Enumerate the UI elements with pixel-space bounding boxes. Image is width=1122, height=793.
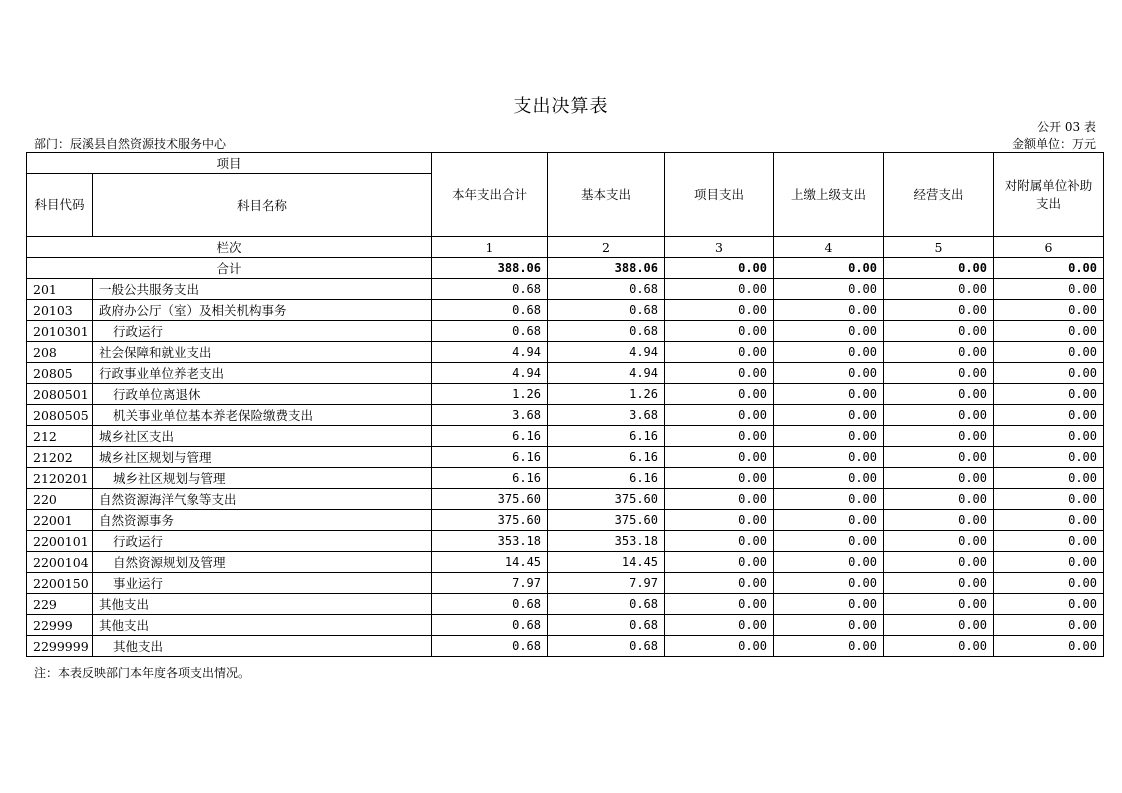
row-value: 0.00 xyxy=(665,615,774,636)
row-name: 其他支出 xyxy=(93,594,432,615)
row-code: 201 xyxy=(27,279,93,300)
table-row xyxy=(27,405,1104,426)
row-code: 212 xyxy=(27,426,93,447)
row-value: 375.60 xyxy=(432,489,548,510)
row-value: 0.00 xyxy=(884,300,994,321)
row-value: 0.00 xyxy=(665,510,774,531)
row-value: 353.18 xyxy=(432,531,548,552)
row-value: 0.00 xyxy=(665,300,774,321)
header-name: 科目名称 xyxy=(93,174,432,237)
row-value: 0.00 xyxy=(884,552,994,573)
col-number: 2 xyxy=(548,237,665,258)
row-value: 6.16 xyxy=(432,468,548,489)
row-value: 0.00 xyxy=(994,636,1104,657)
row-name: 其他支出 xyxy=(93,636,432,657)
row-value: 6.16 xyxy=(432,426,548,447)
row-value: 0.68 xyxy=(548,321,665,342)
row-code: 220 xyxy=(27,489,93,510)
row-value: 0.00 xyxy=(994,489,1104,510)
row-value: 6.16 xyxy=(432,447,548,468)
row-value: 375.60 xyxy=(548,489,665,510)
table-row xyxy=(27,279,1104,300)
col-number: 1 xyxy=(432,237,548,258)
row-value: 0.00 xyxy=(884,447,994,468)
row-code: 20805 xyxy=(27,363,93,384)
row-value: 0.00 xyxy=(774,279,884,300)
row-value: 0.00 xyxy=(774,426,884,447)
row-value: 0.68 xyxy=(432,594,548,615)
row-value: 0.00 xyxy=(884,363,994,384)
row-value: 0.00 xyxy=(994,363,1104,384)
form-number: 公开 03 表 xyxy=(1037,120,1096,134)
total-value: 388.06 xyxy=(548,258,665,279)
row-value: 0.00 xyxy=(665,489,774,510)
row-value: 0.00 xyxy=(665,405,774,426)
row-value: 14.45 xyxy=(548,552,665,573)
table-row xyxy=(27,300,1104,321)
row-code: 22999 xyxy=(27,615,93,636)
table-row xyxy=(27,615,1104,636)
total-value: 0.00 xyxy=(665,258,774,279)
header-col-basic: 基本支出 xyxy=(548,153,665,237)
row-code: 2299999 xyxy=(27,636,93,657)
row-value: 0.00 xyxy=(774,573,884,594)
row-code: 2200101 xyxy=(27,531,93,552)
row-value: 0.00 xyxy=(884,342,994,363)
row-value: 0.00 xyxy=(665,468,774,489)
row-value: 0.68 xyxy=(432,615,548,636)
table-row xyxy=(27,426,1104,447)
row-value: 0.00 xyxy=(665,342,774,363)
row-value: 0.00 xyxy=(884,510,994,531)
row-code: 2080505 xyxy=(27,405,93,426)
row-value: 0.00 xyxy=(665,363,774,384)
row-value: 0.00 xyxy=(994,426,1104,447)
row-code: 2120201 xyxy=(27,468,93,489)
row-value: 0.00 xyxy=(994,573,1104,594)
row-value: 0.00 xyxy=(884,405,994,426)
row-value: 0.00 xyxy=(665,573,774,594)
total-label: 合计 xyxy=(27,258,432,279)
row-value: 6.16 xyxy=(548,426,665,447)
total-value: 388.06 xyxy=(432,258,548,279)
row-value: 0.00 xyxy=(994,510,1104,531)
row-code: 22001 xyxy=(27,510,93,531)
row-value: 0.00 xyxy=(665,279,774,300)
header-col-project: 项目支出 xyxy=(665,153,774,237)
row-value: 4.94 xyxy=(432,363,548,384)
row-value: 0.68 xyxy=(548,300,665,321)
row-value: 0.00 xyxy=(774,489,884,510)
row-value: 0.00 xyxy=(774,447,884,468)
row-value: 0.00 xyxy=(994,531,1104,552)
table-row xyxy=(27,363,1104,384)
row-value: 0.00 xyxy=(774,342,884,363)
header-project: 项目 xyxy=(27,153,432,174)
table-row xyxy=(27,594,1104,615)
row-name: 自然资源事务 xyxy=(93,510,432,531)
row-value: 0.00 xyxy=(884,573,994,594)
row-value: 0.00 xyxy=(774,531,884,552)
header-col-subsidy: 对附属单位补助支出 xyxy=(994,153,1104,237)
row-value: 0.00 xyxy=(884,468,994,489)
row-code: 2010301 xyxy=(27,321,93,342)
row-value: 0.00 xyxy=(774,468,884,489)
footnote: 注：本表反映部门本年度各项支出情况。 xyxy=(34,666,251,680)
row-value: 0.00 xyxy=(884,531,994,552)
row-value: 375.60 xyxy=(432,510,548,531)
row-name: 一般公共服务支出 xyxy=(93,279,432,300)
row-value: 0.00 xyxy=(774,405,884,426)
row-value: 0.00 xyxy=(884,636,994,657)
table-row xyxy=(27,636,1104,657)
row-value: 0.00 xyxy=(774,384,884,405)
row-value: 0.00 xyxy=(994,447,1104,468)
row-code: 2080501 xyxy=(27,384,93,405)
table-row xyxy=(27,510,1104,531)
row-value: 0.00 xyxy=(774,321,884,342)
row-value: 0.00 xyxy=(774,300,884,321)
table-row xyxy=(27,342,1104,363)
row-value: 375.60 xyxy=(548,510,665,531)
row-value: 4.94 xyxy=(548,363,665,384)
col-number: 3 xyxy=(665,237,774,258)
row-value: 0.00 xyxy=(774,363,884,384)
total-row xyxy=(27,258,1104,279)
row-value: 0.68 xyxy=(548,636,665,657)
row-value: 0.00 xyxy=(994,615,1104,636)
table-row xyxy=(27,447,1104,468)
row-value: 0.68 xyxy=(432,321,548,342)
row-value: 0.00 xyxy=(884,426,994,447)
row-value: 0.00 xyxy=(994,342,1104,363)
row-code: 21202 xyxy=(27,447,93,468)
row-value: 0.00 xyxy=(774,552,884,573)
row-value: 0.00 xyxy=(884,321,994,342)
row-value: 0.00 xyxy=(994,594,1104,615)
row-value: 0.00 xyxy=(665,426,774,447)
row-value: 3.68 xyxy=(432,405,548,426)
row-value: 0.00 xyxy=(665,594,774,615)
row-value: 0.00 xyxy=(994,321,1104,342)
table-row xyxy=(27,489,1104,510)
header-col-operating: 经营支出 xyxy=(884,153,994,237)
row-value: 0.00 xyxy=(884,615,994,636)
row-code: 229 xyxy=(27,594,93,615)
row-code: 2200104 xyxy=(27,552,93,573)
unit-label: 金额单位：万元 xyxy=(1011,137,1096,151)
total-value: 0.00 xyxy=(774,258,884,279)
row-value: 0.00 xyxy=(665,384,774,405)
row-code: 208 xyxy=(27,342,93,363)
col-number: 5 xyxy=(884,237,994,258)
table-row xyxy=(27,384,1104,405)
row-value: 0.00 xyxy=(884,489,994,510)
table-row xyxy=(27,468,1104,489)
row-value: 0.00 xyxy=(665,321,774,342)
row-name: 社会保障和就业支出 xyxy=(93,342,432,363)
row-value: 0.00 xyxy=(774,510,884,531)
row-value: 0.00 xyxy=(884,594,994,615)
table-row xyxy=(27,573,1104,594)
row-value: 0.68 xyxy=(432,279,548,300)
header-col-total: 本年支出合计 xyxy=(432,153,548,237)
header-code: 科目代码 xyxy=(27,174,93,237)
expenditure-table xyxy=(26,152,1104,657)
row-value: 14.45 xyxy=(432,552,548,573)
table-row xyxy=(27,552,1104,573)
row-value: 0.00 xyxy=(994,405,1104,426)
row-name: 城乡社区规划与管理 xyxy=(93,447,432,468)
row-name: 行政单位离退休 xyxy=(93,384,432,405)
row-name: 事业运行 xyxy=(93,573,432,594)
table-row xyxy=(27,531,1104,552)
row-value: 0.68 xyxy=(548,615,665,636)
row-value: 4.94 xyxy=(548,342,665,363)
row-value: 7.97 xyxy=(432,573,548,594)
row-value: 0.00 xyxy=(665,552,774,573)
row-code: 2200150 xyxy=(27,573,93,594)
row-name: 城乡社区规划与管理 xyxy=(93,468,432,489)
total-value: 0.00 xyxy=(994,258,1104,279)
row-value: 0.68 xyxy=(548,594,665,615)
row-name: 自然资源规划及管理 xyxy=(93,552,432,573)
row-value: 0.00 xyxy=(665,531,774,552)
row-value: 6.16 xyxy=(548,447,665,468)
row-name: 行政运行 xyxy=(93,321,432,342)
row-name: 政府办公厅（室）及相关机构事务 xyxy=(93,300,432,321)
row-value: 1.26 xyxy=(432,384,548,405)
row-name: 城乡社区支出 xyxy=(93,426,432,447)
col-number: 4 xyxy=(774,237,884,258)
row-value: 7.97 xyxy=(548,573,665,594)
row-value: 0.00 xyxy=(994,552,1104,573)
department-label: 部门：辰溪县自然资源技术服务中心 xyxy=(34,137,227,151)
table-row xyxy=(27,321,1104,342)
row-name: 其他支出 xyxy=(93,615,432,636)
row-value: 0.00 xyxy=(994,279,1104,300)
row-value: 0.00 xyxy=(665,636,774,657)
page-title: 支出决算表 xyxy=(513,96,609,117)
row-value: 0.00 xyxy=(994,300,1104,321)
row-value: 0.00 xyxy=(884,279,994,300)
row-value: 0.68 xyxy=(432,636,548,657)
row-value: 0.68 xyxy=(432,300,548,321)
row-name: 自然资源海洋气象等支出 xyxy=(93,489,432,510)
row-name: 行政运行 xyxy=(93,531,432,552)
row-name: 机关事业单位基本养老保险缴费支出 xyxy=(93,405,432,426)
row-code: 20103 xyxy=(27,300,93,321)
col-number: 6 xyxy=(994,237,1104,258)
row-value: 0.00 xyxy=(994,384,1104,405)
header-col-remit: 上缴上级支出 xyxy=(774,153,884,237)
row-name: 行政事业单位养老支出 xyxy=(93,363,432,384)
row-value: 0.00 xyxy=(774,636,884,657)
row-value: 1.26 xyxy=(548,384,665,405)
row-value: 0.00 xyxy=(665,447,774,468)
row-value: 3.68 xyxy=(548,405,665,426)
row-value: 0.00 xyxy=(774,594,884,615)
row-value: 0.00 xyxy=(774,615,884,636)
row-value: 6.16 xyxy=(548,468,665,489)
total-value: 0.00 xyxy=(884,258,994,279)
header-lanci: 栏次 xyxy=(27,237,432,258)
row-value: 0.00 xyxy=(994,468,1104,489)
row-value: 353.18 xyxy=(548,531,665,552)
row-value: 4.94 xyxy=(432,342,548,363)
row-value: 0.00 xyxy=(884,384,994,405)
row-value: 0.68 xyxy=(548,279,665,300)
